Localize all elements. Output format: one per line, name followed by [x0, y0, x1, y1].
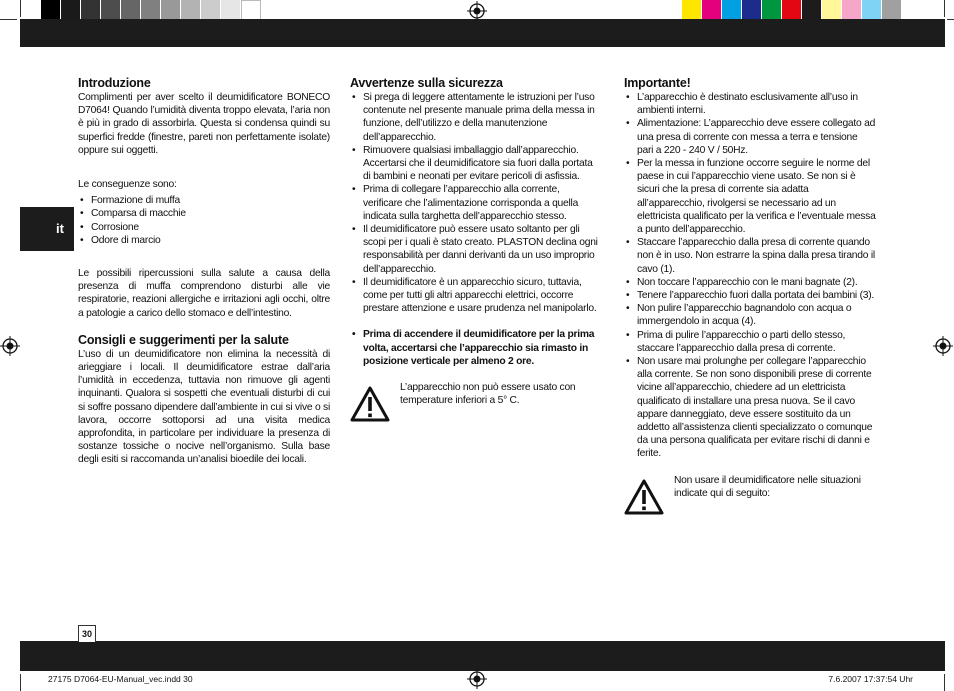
advice-paragraph: L’uso di un deumidificatore non elimina la necessità di arieggiare i locali. Il deumidificatore estrae dall’aria l’umidità in eccedenza, tuttavia non rimuove gli agenti inquinanti. Qualora si sospetti che eventuali disturbi di cui si soffre possano dipendere dall’ambiente in cui si vive o si lavora, occorre sottoporsi ad una visita medica approfondita, in particolare per individuare la presenza di sostanze tossiche o nocive nell’organismo. Sulla base degli esiti si raccomanda un’analisi bioedile dei locali. [78, 348, 330, 466]
color-swatch [41, 0, 61, 21]
color-swatch [682, 0, 702, 21]
column-important [624, 76, 876, 515]
registration-mark-icon [467, 669, 487, 689]
page-number: 30 [78, 625, 96, 642]
color-swatch [101, 0, 121, 21]
list-item: • Non usare mai prolunghe per collegare l’apparecchio alla corrente. Se non sono disponibili prese di corrente vicine all’apparecchio, chiedere ad un elettricista qualificato di installare una presa nuova. Se il cavo appare danneggiato, deve essere sostituito da un addetto all’assistenza clienti specializzato o comunque da una persona qualificata per evitare rischi di danni e ferite. [624, 355, 876, 461]
color-swatch [802, 0, 822, 21]
color-swatch [822, 0, 842, 21]
advice-heading: Consigli e suggerimenti per la salute [78, 332, 289, 347]
list-item: • Prima di accendere il deumidificatore per la prima volta, accertarsi che l’apparecchio sia rimasto in posizione verticale per almeno 2 ore. [350, 328, 598, 368]
color-swatch [141, 0, 161, 21]
safety-heading: Avvertenze sulla sicurezza [350, 76, 503, 90]
list-item: • Formazione di muffa [78, 194, 330, 207]
header-bar [20, 19, 945, 47]
color-swatch [762, 0, 782, 21]
list-item: • Comparsa di macchie [78, 207, 330, 220]
list-item: • Odore di marcio [78, 234, 330, 247]
crop-mark [947, 19, 954, 20]
color-bar [682, 0, 902, 21]
list-item: • Per la messa in funzione occorre seguire le norme del paese in cui l’apparecchio viene usato. Se non si è sicuri che la presa di corrente sia adatta all’apparecchio, rivolgersi se necessario ad un elettricista qualificato per la verifica e l’eventuale messa a punto dell’apparecchio. [624, 157, 876, 236]
list-item: • Corrosione [78, 221, 330, 234]
list-item: • Prima di collegare l’apparecchio alla corrente, verificare che l’alimentazione corrisponda a quella indicata sulla targhetta dell’apparecchio stesso. [350, 183, 598, 223]
color-swatch [121, 0, 141, 21]
safety-list [350, 91, 598, 315]
slug-file: 27175 D7064-EU-Manual_vec.indd 30 [48, 674, 193, 684]
list-item: • Tenere l’apparecchio fuori dalla portata dei bambini (3). [624, 289, 876, 302]
color-swatch [61, 0, 81, 21]
grayscale-bar [41, 0, 261, 21]
color-swatch [702, 0, 722, 21]
color-swatch [722, 0, 742, 21]
color-swatch [221, 0, 241, 21]
registration-mark-icon [0, 336, 20, 356]
list-item: • L’apparecchio è destinato esclusivamente all’uso in ambienti interni. [624, 91, 876, 117]
color-swatch [161, 0, 181, 21]
intro-paragraph: Complimenti per aver scelto il deumidificatore BONECO D7064! Quando l’umidità diventa troppo elevata, l’aria non è più in grado di assorbirla. Questa si condensa quindi su superfici fredde (finestre, pareti non perfettamente isolate) oppure sui oggetti. [78, 92, 330, 156]
list-item: • Si prega di leggere attentamente le istruzioni per l’uso contenute nel presente manuale prima della messa in funzione, dell’utilizzo e della manutenzione dell’apparecchio. [350, 91, 598, 144]
color-swatch [742, 0, 762, 21]
list-item: • Prima di pulire l’apparecchio o parti dello stesso, staccare l’apparecchio dalla presa di corrente. [624, 329, 876, 355]
color-swatch [201, 0, 221, 21]
crop-mark [20, 0, 21, 17]
crop-mark [20, 674, 21, 691]
intro-heading: Introduzione [78, 76, 151, 90]
health-paragraph: Le possibili ripercussioni sulla salute a causa della presenza di muffa comprendono disturbi alle vie respiratorie, reazioni allergiche e irritazioni agli occhi, oltre a patologie a carico dello stomaco e dell’intestino. [78, 268, 330, 319]
warning-text: L’apparecchio non può essere usato con temperature inferiori a 5° C. [400, 382, 576, 407]
consequences-list [78, 194, 330, 247]
important-heading: Importante! [624, 76, 691, 90]
safety-bold-list [350, 328, 598, 368]
column-intro [78, 76, 330, 467]
list-item: • Il deumidificatore può essere usato soltanto per gli scopi per i quali è stato creato. PLASTON declina ogni responsabilità per danni derivanti da un uso improprio dell’apparecchio. [350, 223, 598, 276]
column-safety [350, 76, 598, 422]
list-item: • Il deumidificatore è un apparecchio sicuro, tuttavia, come per tutti gli altri apparecchi elettrici, occorre prestare attenzione e usare prudenza nel manipolarlo. [350, 276, 598, 316]
warning-box [624, 474, 876, 515]
warning-triangle-icon [350, 386, 390, 422]
registration-mark-icon [467, 1, 487, 21]
crop-mark [0, 19, 17, 20]
warning-triangle-icon [624, 479, 664, 515]
list-item: • Non toccare l’apparecchio con le mani bagnate (2). [624, 276, 876, 289]
warning-text: Non usare il deumidificatore nelle situazioni indicate qui di seguito: [674, 474, 861, 499]
color-swatch [842, 0, 862, 21]
color-swatch [81, 0, 101, 21]
registration-mark-icon [933, 336, 953, 356]
crop-mark [944, 674, 945, 691]
list-item: • Non pulire l’apparecchio bagnandolo con acqua o immergendolo in acqua (4). [624, 302, 876, 328]
color-swatch [782, 0, 802, 21]
important-list [624, 91, 876, 461]
list-item: • Rimuovere qualsiasi imballaggio dall’apparecchio. Accertarsi che il deumidificatore sia fuori dalla portata di bambini e neonati per evitare pericoli di asfissia. [350, 144, 598, 184]
color-swatch [862, 0, 882, 21]
list-item: • Staccare l’apparecchio dalla presa di corrente quando non è in uso. Non estrarre la spina dalla presa tirando il cavo (1). [624, 236, 876, 276]
color-swatch [181, 0, 201, 21]
consequences-intro: Le conseguenze sono: [78, 179, 177, 191]
color-swatch [882, 0, 902, 21]
warning-box [350, 381, 598, 422]
language-tab: it [20, 207, 74, 251]
crop-mark [944, 0, 945, 17]
slug-date: 7.6.2007 17:37:54 Uhr [828, 674, 913, 684]
color-swatch [241, 0, 261, 21]
list-item: • Alimentazione: L’apparecchio deve essere collegato ad una presa di corrente con messa a terra e tensione pari a 220 - 240 V / 50Hz. [624, 117, 876, 157]
footer-bar [20, 641, 945, 671]
